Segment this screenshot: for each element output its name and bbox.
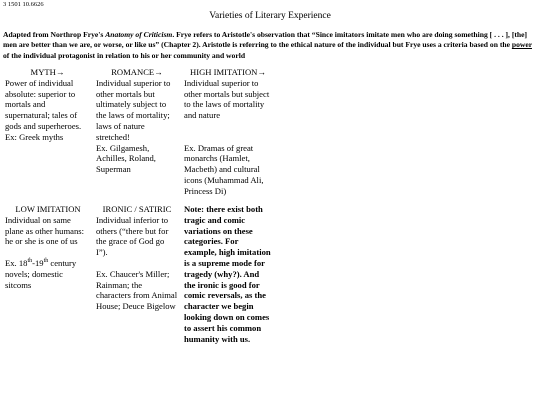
high-imitation-heading: HIGH IMITATION→ — [190, 67, 266, 77]
book-title: Anatomy of Criticism — [105, 30, 173, 39]
intro-part1: . Frye refers to Aristotle's observation that “Since imitators imitate men who are doing something [ . . . ], [the] men are better than we are, or worse, or like us” (Chapter 2). Aristotle is referring to the ethical nature of the individual but Frye uses a criteria based on the — [3, 30, 527, 50]
myth-description: Power of individual absolute: superior to mortals and supernatural; tales of gods and superheroes. — [5, 77, 82, 131]
low-imitation-description: Individual on same plane as other humans: he or she is one of us — [5, 214, 84, 247]
category-high-imitation — [184, 67, 272, 197]
high-imitation-example: Ex. Dramas of great monarchs (Hamlet, Macbeth) and cultural icons (Muhammad Ali, Princess Di) — [184, 142, 264, 196]
intro-paragraph — [3, 30, 535, 61]
low-imitation-heading: LOW IMITATION — [15, 204, 81, 214]
category-ironic-satiric — [96, 204, 178, 312]
intro-prefix: Adapted from Northrop Frye's — [3, 30, 106, 39]
ironic-description: Individual inferior to others (“there but for the grace of God go I”). — [96, 214, 169, 258]
myth-example: Ex: Greek myths — [5, 131, 64, 142]
low-example-suffix: century novels; domestic sitcoms — [5, 257, 77, 290]
low-example-prefix: Ex. 18 — [5, 257, 28, 268]
low-example-sup2: th — [43, 258, 49, 265]
romance-description: Individual superior to other mortals but ultimately subject to the laws of mortality; laws of nature stretched! — [96, 77, 171, 142]
low-example-sup1: th — [27, 258, 33, 265]
romance-example: Ex. Gilgamesh, Achilles, Roland, Superman — [96, 142, 156, 175]
page-title: Varieties of Literary Experience — [209, 11, 331, 21]
low-example-mid: -19 — [32, 257, 44, 268]
ironic-example: Ex. Chaucer's Miller; Rainman; the characters from Animal House; Deuce Bigelow — [96, 268, 178, 312]
ironic-heading: IRONIC / SATIRIC — [102, 204, 172, 214]
note-text: Note: there exist both tragic and comic variations on these categories. For example, high imitation is a supreme mode for tragedy (why?). And the ironic is good for comic reversals, as the character we begin looking down on comes to assert his common humanity with us. — [184, 204, 271, 344]
category-romance — [96, 67, 178, 175]
high-imitation-description: Individual superior to other mortals but subject to the laws of mortality and nature — [184, 77, 270, 121]
category-low-imitation — [5, 204, 91, 290]
intro-underlined-word: power — [511, 40, 532, 50]
low-imitation-example — [5, 258, 91, 290]
romance-heading: ROMANCE→ — [111, 67, 163, 77]
category-myth — [5, 67, 90, 143]
intro-part2: of the individual protagonist in relation to his or her community and world — [3, 50, 246, 60]
document-code: 3 1501 10.6626 — [3, 1, 44, 8]
note-paragraph — [184, 204, 272, 344]
myth-heading: MYTH→ — [30, 67, 65, 77]
